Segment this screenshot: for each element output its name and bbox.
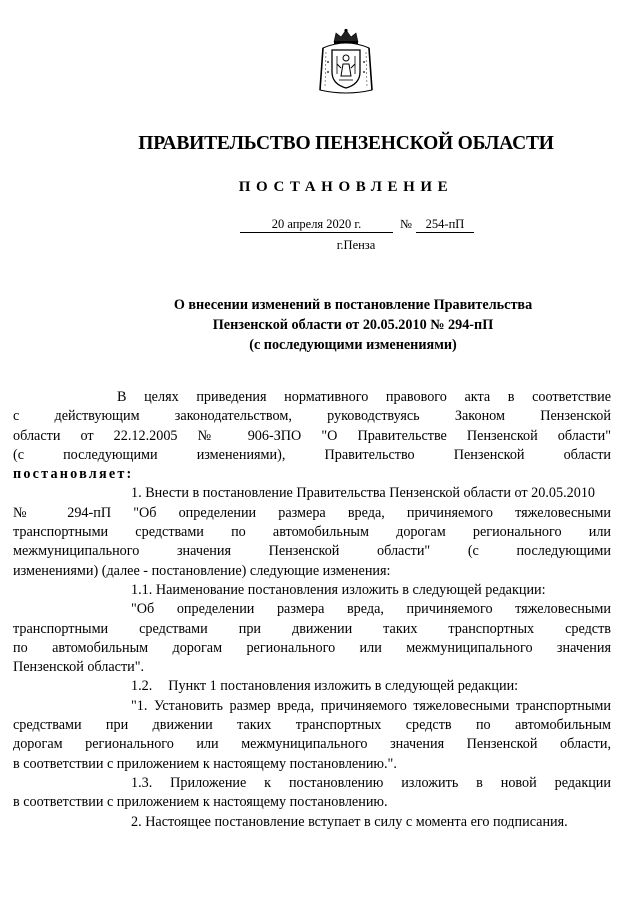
paragraph-line xyxy=(131,677,611,696)
item-text: Пункт 1 постановления изложить в следующей редакции: xyxy=(168,678,519,695)
paragraph-line: области от 22.12.2005 № 906-ЗПО "О Правительстве Пензенской области" xyxy=(13,427,611,444)
government-title: ПРАВИТЕЛЬСТВО ПЕНЗЕНСКОЙ ОБЛАСТИ xyxy=(138,133,554,154)
paragraph-line: транспортными средствами при движении таких транспортных средств xyxy=(13,620,611,637)
paragraph-line: № 294-пП "Об определении размера вреда, причиняемого тяжеловесными xyxy=(13,504,611,521)
document-subject xyxy=(0,295,640,355)
document-date: 20 апреля 2020 г. xyxy=(240,217,393,233)
paragraph-line: 1.1. Наименование постановления изложить в следующей редакции: xyxy=(131,581,546,598)
paragraph-line: В целях приведения нормативного правового акта в соответствие xyxy=(117,389,611,405)
paragraph-line: с действующим законодательством, руководствуясь Законом Пензенской xyxy=(13,408,611,425)
paragraph-line: средствами при движении таких транспортных средств по автомобильным xyxy=(13,717,611,734)
paragraph-line: "Об определении размера вреда, причиняемого тяжеловесными xyxy=(131,601,611,618)
number-sign: № xyxy=(400,217,412,231)
paragraph-line: в соответствии с приложением к настоящему постановлению. xyxy=(13,794,388,811)
paragraph-line: в соответствии с приложением к настоящему постановлению.". xyxy=(13,755,397,772)
city-name: г.Пенза xyxy=(336,238,376,252)
paragraph-line: по автомобильным дорогам регионального или межмуниципального значения xyxy=(13,639,611,656)
paragraph-line: 1. Внести в постановление Правительства Пензенской области от 20.05.2010 xyxy=(131,485,596,502)
decree-word: постановляет: xyxy=(13,466,134,483)
coat-of-arms-emblem xyxy=(317,28,375,96)
paragraph-line: 2. Настоящее постановление вступает в силу с момента его подписания. xyxy=(131,813,568,830)
paragraph-line: "1. Установить размер вреда, причиняемого тяжеловесными транспортными xyxy=(131,697,611,714)
paragraph-line: межмуниципального значения Пензенской области" (с последующими xyxy=(13,543,611,560)
item-number: 1.2. xyxy=(131,678,153,695)
subject-line: О внесении изменений в постановление Правительства xyxy=(173,297,533,313)
document-body xyxy=(13,388,611,832)
paragraph-line: (с последующими изменениями), Правительство Пензенской области xyxy=(13,446,611,463)
paragraph-line: 1.3. Приложение к постановлению изложить в новой редакции xyxy=(131,774,611,791)
document-number: 254-пП xyxy=(416,217,474,233)
paragraph-line: транспортными средствами по автомобильным дорогам регионального или xyxy=(13,524,611,541)
paragraph-line: дорогам регионального или межмуниципального значения Пензенской области, xyxy=(13,736,611,753)
paragraph-line: изменениями) (далее - постановление) следующие изменения: xyxy=(13,562,391,579)
subject-line: (с последующими изменениями) xyxy=(249,337,457,353)
subject-line: Пензенской области от 20.05.2010 № 294-пП xyxy=(212,317,494,333)
paragraph-line: Пензенской области". xyxy=(13,659,145,676)
document-type-title: ПОСТАНОВЛЕНИЕ xyxy=(238,179,454,195)
